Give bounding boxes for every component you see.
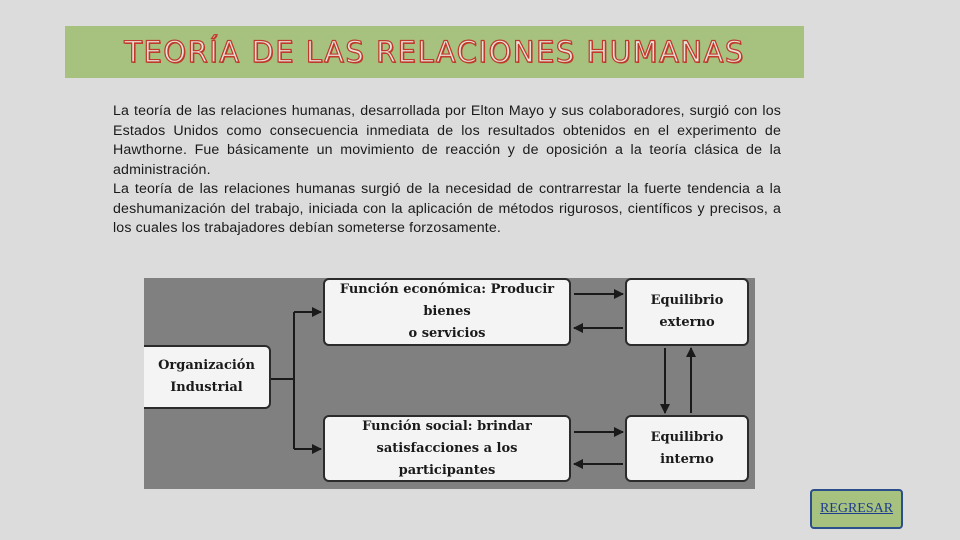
int-line-1: Equilibrio [650, 429, 724, 445]
regresar-button[interactable]: REGRESAR [810, 489, 903, 529]
social-line-1: Función social: brindar [362, 418, 532, 434]
int-line-2: interno [660, 451, 714, 467]
paragraph-2: La teoría de las relaciones humanas surgió de la necesidad de contrarrestar la fuerte tendencia a la deshumanización del trabajo, iniciada con la aplicación de métodos rigurosos, científicos y precisos, a los cuales los trabajadores debían someterse forzosamente. [113, 181, 781, 236]
box-equilibrio-externo [625, 278, 749, 346]
ext-line-1: Equilibrio [650, 293, 724, 308]
ext-line-2: externo [659, 315, 715, 330]
social-line-2: satisfacciones a los participantes [376, 440, 518, 478]
org-line-2: Industrial [170, 380, 243, 395]
org-line-1: Organización [158, 358, 255, 373]
title-banner [65, 26, 804, 78]
page-title: TEORÍA DE LAS RELACIONES HUMANAS [124, 35, 745, 69]
paragraph-1: La teoría de las relaciones humanas, desarrollada por Elton Mayo y sus colaboradores, surgió con los Estados Unidos como consecuencia inmediata de los resultados obtenidos en el experimento de Hawthorne. Fue básicamente un movimiento de reacción y de oposición a la teoría clásica de la administración. [113, 103, 781, 178]
box-organizacion-industrial [144, 345, 271, 409]
box-equilibrio-interno [625, 415, 749, 482]
box-funcion-social [323, 415, 571, 482]
econ-line-2: o servicios [408, 326, 486, 341]
box-funcion-economica [323, 278, 571, 346]
econ-line-1: Función económica: Producir bienes [339, 282, 555, 319]
intro-text [113, 102, 781, 239]
relations-diagram [144, 278, 755, 489]
